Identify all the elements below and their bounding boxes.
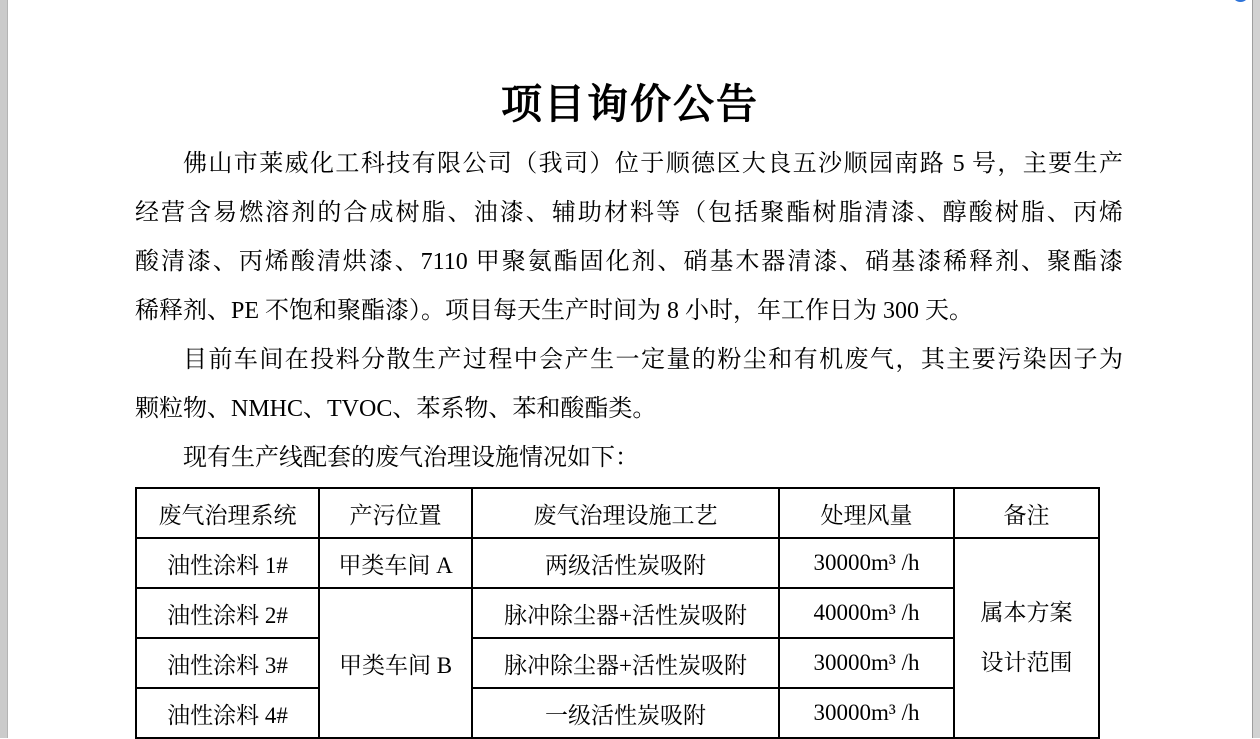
header-process: 废气治理设施工艺 <box>472 488 779 538</box>
cell-airflow: 40000m³ /h <box>779 588 954 638</box>
paragraph3-line: 现有生产线配套的废气治理设施情况如下： <box>183 445 639 471</box>
table-row <box>136 538 1099 588</box>
cell-airflow: 30000m³ /h <box>779 638 954 688</box>
scrollbar-track[interactable] <box>1252 0 1260 738</box>
table-header-row <box>136 488 1099 538</box>
paragraph2-line: 目前车间在投料分散生产过程中会产生一定量的粉尘和有机废气，其主要污染因子为 <box>183 347 1123 373</box>
header-airflow: 处理风量 <box>779 488 954 538</box>
cell-airflow: 30000m³ /h <box>779 538 954 588</box>
document-body <box>135 140 1123 483</box>
cell-system: 油性涂料 2# <box>136 588 319 638</box>
paragraph2-line: 颗粒物、NMHC、TVOC、苯系物、苯和酸酯类。 <box>135 396 657 422</box>
header-location: 产污位置 <box>319 488 472 538</box>
floating-blue-button-icon[interactable] <box>1232 0 1249 2</box>
cell-remark <box>954 538 1099 738</box>
paragraph1-line: 佛山市莱威化工科技有限公司（我司）位于顺德区大良五沙顺园南路 5 号，主要生产 <box>183 151 1123 177</box>
paragraph1-line: 稀释剂、PE 不饱和聚酯漆）。项目每天生产时间为 8 小时，年工作日为 300 天。 <box>135 298 974 324</box>
paragraph1-line: 经营含易燃溶剂的合成树脂、油漆、辅助材料等（包括聚酯树脂清漆、醇酸树脂、丙烯 <box>135 200 1123 226</box>
document-page <box>8 0 1252 738</box>
window-edge-left <box>0 0 8 738</box>
cell-process: 两级活性炭吸附 <box>472 538 779 588</box>
cell-process: 脉冲除尘器+活性炭吸附 <box>472 638 779 688</box>
cell-location: 甲类车间 B <box>319 588 472 738</box>
cell-process: 脉冲除尘器+活性炭吸附 <box>472 588 779 638</box>
cell-system: 油性涂料 3# <box>136 638 319 688</box>
treatment-facility-table <box>135 487 1100 739</box>
paragraph1-line: 酸清漆、丙烯酸清烘漆、7110 甲聚氨酯固化剂、硝基木器清漆、硝基漆稀释剂、聚酯漆 <box>135 249 1123 275</box>
cell-airflow: 30000m³ /h <box>779 688 954 738</box>
cell-system: 油性涂料 4# <box>136 688 319 738</box>
remark-line: 设计范围 <box>980 650 1073 675</box>
page-title: 项目询价公告 <box>501 81 759 127</box>
cell-system: 油性涂料 1# <box>136 538 319 588</box>
remark-line: 属本方案 <box>980 600 1073 625</box>
header-remark: 备注 <box>954 488 1099 538</box>
header-system: 废气治理系统 <box>136 488 319 538</box>
cell-location: 甲类车间 A <box>319 538 472 588</box>
cell-process: 一级活性炭吸附 <box>472 688 779 738</box>
